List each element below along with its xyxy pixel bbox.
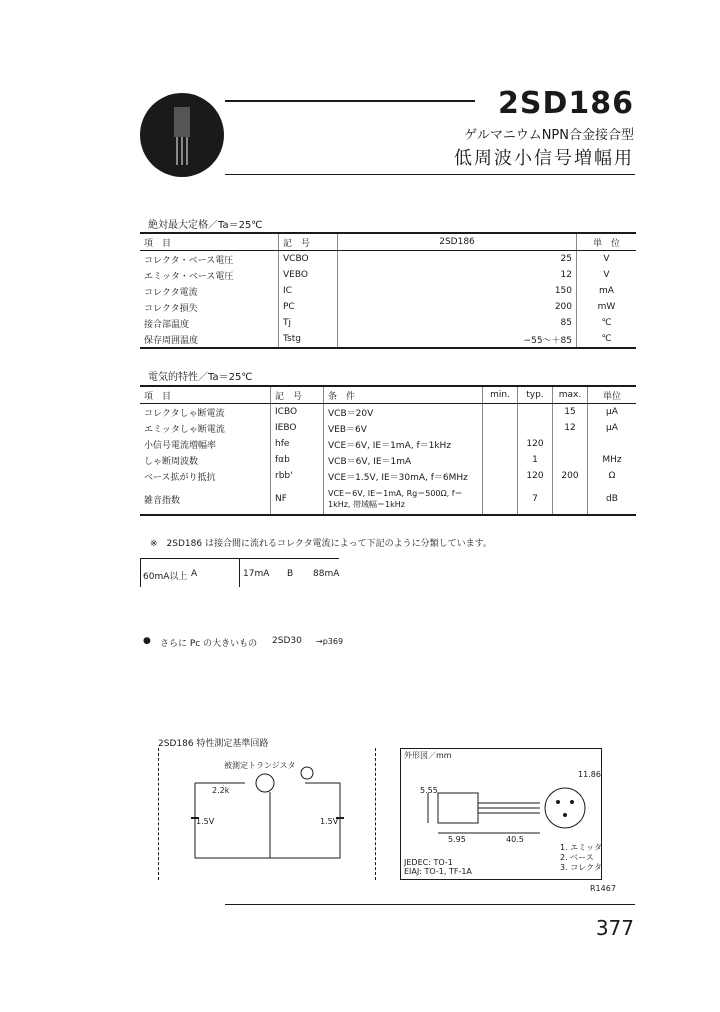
product-photo (140, 93, 224, 177)
circuit-title: 2SD186 特性測定基準回路 (158, 739, 269, 749)
related-ref: →p369 (316, 637, 344, 646)
table-row: エミッタ・ベース電圧 VEBO 12 V (140, 267, 636, 283)
outline-pin: 1. エミッタ (560, 843, 603, 852)
header-rule-bottom (225, 174, 635, 175)
table-header (140, 233, 636, 251)
table-row: コレクタ損失 PC 200 mW (140, 299, 636, 315)
table-row: 雑音指数 NF VCE＝6V, IE＝1mA, Rg＝500Ω, f＝1kHz, 帯域幅＝1kHz 7 dB (140, 484, 636, 515)
table-row: エミッタしゃ断電流 IEBO VEB＝6V 12 μA (140, 420, 636, 436)
outline-code: R1467 (590, 884, 616, 893)
abs-max-table (140, 232, 636, 349)
table-row: コレクタ・ベース電圧 VCBO 25 V (140, 251, 636, 268)
table-row: しゃ断周波数 fαb VCB＝6V, IE＝1mA 1 MHz (140, 452, 636, 468)
footer-rule (225, 904, 635, 905)
abs-max-title: 絶対最大定格／Ta＝25℃ (148, 220, 263, 231)
circuit-label-v1: 1.5V (196, 817, 215, 826)
circuit-label-v2: 1.5V (320, 817, 339, 826)
page-number: 377 (595, 916, 634, 940)
outline-pin: 3. コレクタ (560, 863, 602, 872)
table-row: 保存周囲温度 Tstg −55〜＋85 ℃ (140, 331, 636, 348)
outline-pin: 2. ベース (560, 853, 594, 862)
device-type: ゲルマニウムNPN合金接合型 (464, 128, 634, 143)
dim-lead: 40.5 (506, 835, 524, 844)
col-unit: 単 位 (577, 233, 637, 251)
table-row: ベース拡がり抵抗 rbb' VCE＝1.5V, IE＝30mA, f＝6MHz 120 200 Ω (140, 468, 636, 484)
elec-table (140, 385, 636, 516)
circuit-diagram (185, 758, 355, 863)
header-rule (225, 100, 475, 102)
part-number: 2SD186 (497, 86, 634, 121)
table-header: 項 目 記 号 条 件 min. typ. max. 単位 (140, 386, 636, 404)
col-symbol: 記 号 (279, 233, 338, 251)
elec-title: 電気的特性／Ta＝25℃ (148, 372, 253, 383)
table-row: 接合部温度 Tj 85 ℃ (140, 315, 636, 331)
table-row: コレクタ電流 IC 150 mA (140, 283, 636, 299)
related-text: さらに Pc の大きいもの (160, 639, 258, 649)
related-part[interactable]: 2SD30 (272, 636, 302, 646)
outline-standard: EIAJ: TO-1, TF-1A (404, 867, 472, 876)
outline-title: 外形図／mm (404, 751, 452, 760)
rank-box: 60mA以上 A 17mA B 88mA (140, 558, 339, 587)
dim-body: 5.95 (448, 835, 466, 844)
col-item: 項 目 (140, 233, 279, 251)
col-value: 2SD186 (338, 233, 577, 251)
rank-note: ※ 2SD186 は接合間に流れるコレクタ電流によって下記のように分類しています。 (150, 539, 492, 549)
device-usage: 低周波小信号増幅用 (454, 148, 634, 169)
circuit-label-r: 2.2k (212, 786, 230, 795)
dim-width: 11.86 (578, 770, 601, 779)
table-row: 小信号電流増幅率 hfe VCE＝6V, IE＝1mA, f＝1kHz 120 (140, 436, 636, 452)
dim-dia: 5.55 (420, 786, 438, 795)
related-bullet: ● (143, 636, 151, 646)
table-row: コレクタしゃ断電流 ICBO VCB＝20V 15 μA (140, 404, 636, 421)
circuit-label-dut: 被測定トランジスタ (224, 761, 296, 770)
outline-standard: JEDEC: TO-1 (404, 858, 453, 867)
